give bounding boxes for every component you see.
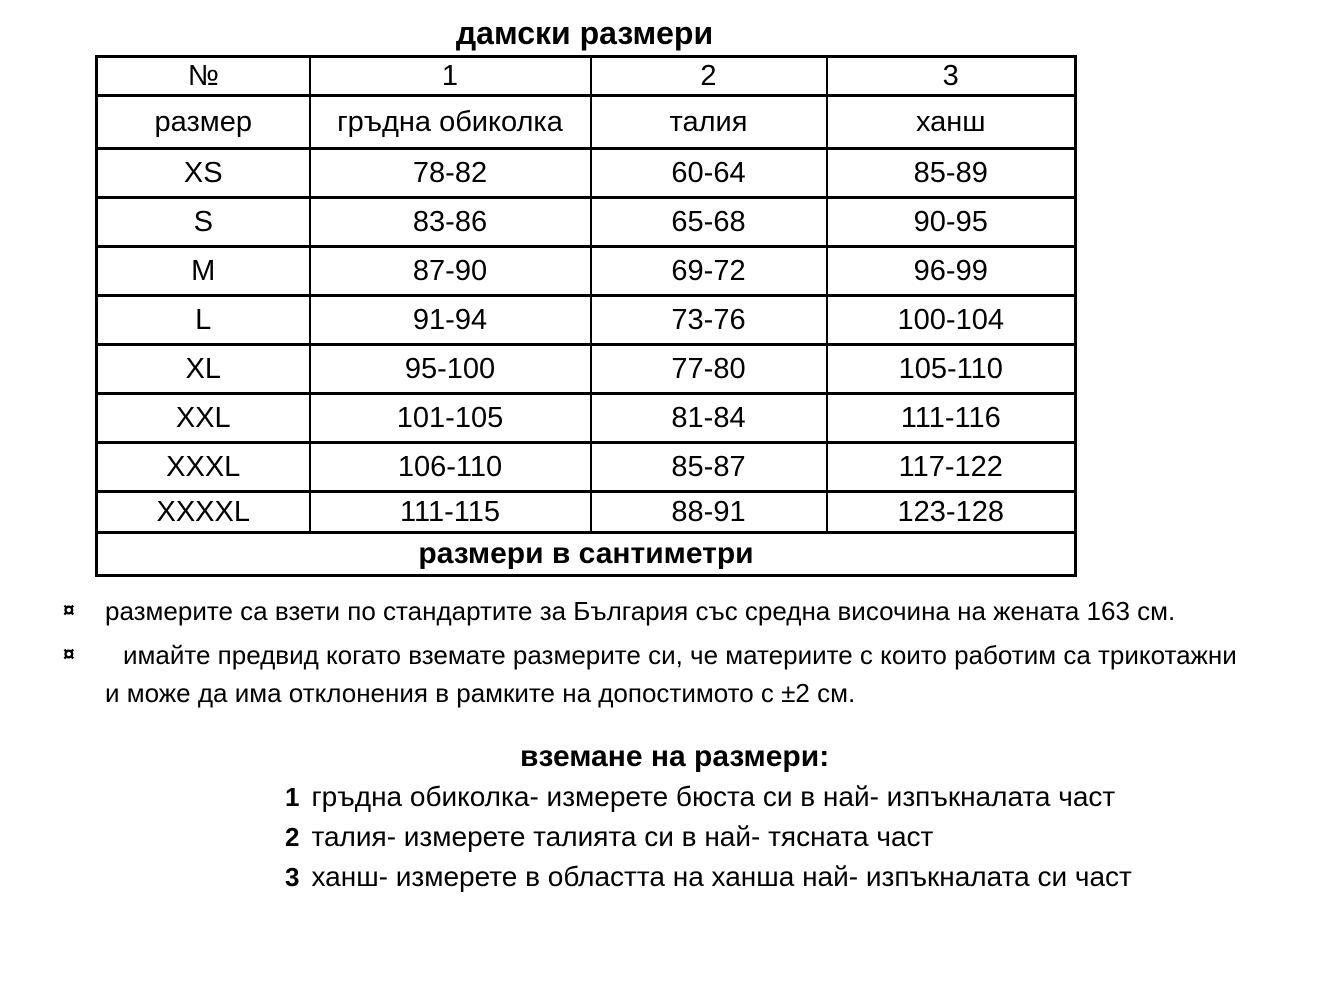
- bullet-icon: ¤: [63, 599, 75, 622]
- cell-bust: 78-82: [310, 149, 591, 198]
- cell-hips: 90-95: [827, 198, 1076, 247]
- cell-bust: 83-86: [310, 198, 591, 247]
- page-title: дамски размери: [455, 15, 714, 51]
- cell-size: XS: [97, 149, 310, 198]
- note-text: имайте предвид когато вземате размерите си, че материите с които работим са трикотажни и може да има отклонения в рамките на допостимото с ±2 см.: [105, 640, 1237, 708]
- subheader-bust: гръдна обиколка: [310, 96, 591, 149]
- table-row: [97, 492, 1076, 533]
- measuring-list: [285, 777, 1132, 897]
- cell-size: XXXL: [97, 443, 310, 492]
- note-item: [63, 592, 1267, 630]
- table-row: [97, 443, 1076, 492]
- cell-waist: 69-72: [591, 247, 827, 296]
- item-number: 1: [285, 782, 300, 812]
- table-row: [97, 345, 1076, 394]
- cell-size: XL: [97, 345, 310, 394]
- header-cell-2: 2: [591, 57, 827, 96]
- cell-waist: 60-64: [591, 149, 827, 198]
- item-text: гръдна обиколка- измерете бюста си в най- изпъкналата част: [311, 781, 1116, 812]
- cell-bust: 91-94: [310, 296, 591, 345]
- table-row: [97, 198, 1076, 247]
- header-cell-3: 3: [827, 57, 1076, 96]
- cell-waist: 65-68: [591, 198, 827, 247]
- item-text: ханш- измерете в областта на ханша най- изпъкналата си част: [311, 861, 1132, 892]
- subheader-waist: талия: [591, 96, 827, 149]
- cell-hips: 100-104: [827, 296, 1076, 345]
- cell-waist: 88-91: [591, 492, 827, 533]
- header-cell-number: №: [97, 57, 310, 96]
- cell-bust: 106-110: [310, 443, 591, 492]
- size-table: [95, 55, 1077, 577]
- cell-hips: 117-122: [827, 443, 1076, 492]
- note-item: [63, 636, 1267, 712]
- measuring-heading: вземане на размери:: [520, 740, 830, 773]
- note-text: размерите са взети по стандартите за България със средна височина на жената 163 см.: [105, 596, 1176, 626]
- table-subheader-row: [97, 96, 1076, 149]
- cell-hips: 111-116: [827, 394, 1076, 443]
- cell-waist: 85-87: [591, 443, 827, 492]
- cell-waist: 77-80: [591, 345, 827, 394]
- table-row: [97, 149, 1076, 198]
- list-item: [285, 777, 1132, 817]
- table-footer-note: размери в сантиметри: [97, 533, 1076, 576]
- cell-hips: 105-110: [827, 345, 1076, 394]
- list-item: [285, 817, 1132, 857]
- list-item: [285, 857, 1132, 897]
- cell-waist: 81-84: [591, 394, 827, 443]
- cell-waist: 73-76: [591, 296, 827, 345]
- cell-size: XXXXL: [97, 492, 310, 533]
- header-cell-1: 1: [310, 57, 591, 96]
- cell-bust: 95-100: [310, 345, 591, 394]
- item-number: 2: [285, 822, 300, 852]
- table-header-row: [97, 57, 1076, 96]
- cell-size: S: [97, 198, 310, 247]
- table-row: [97, 394, 1076, 443]
- table-row: [97, 296, 1076, 345]
- cell-hips: 96-99: [827, 247, 1076, 296]
- subheader-hips: ханш: [827, 96, 1076, 149]
- bullet-icon: ¤: [63, 643, 75, 666]
- cell-size: L: [97, 296, 310, 345]
- item-text: талия- измерете талията си в най- тясната част: [311, 821, 934, 852]
- cell-bust: 101-105: [310, 394, 591, 443]
- subheader-size: размер: [97, 96, 310, 149]
- cell-hips: 123-128: [827, 492, 1076, 533]
- cell-size: XXL: [97, 394, 310, 443]
- table-row: [97, 247, 1076, 296]
- notes-section: [63, 592, 1267, 712]
- cell-hips: 85-89: [827, 149, 1076, 198]
- table-footer-row: [97, 533, 1076, 576]
- cell-bust: 87-90: [310, 247, 591, 296]
- cell-size: M: [97, 247, 310, 296]
- item-number: 3: [285, 862, 300, 892]
- cell-bust: 111-115: [310, 492, 591, 533]
